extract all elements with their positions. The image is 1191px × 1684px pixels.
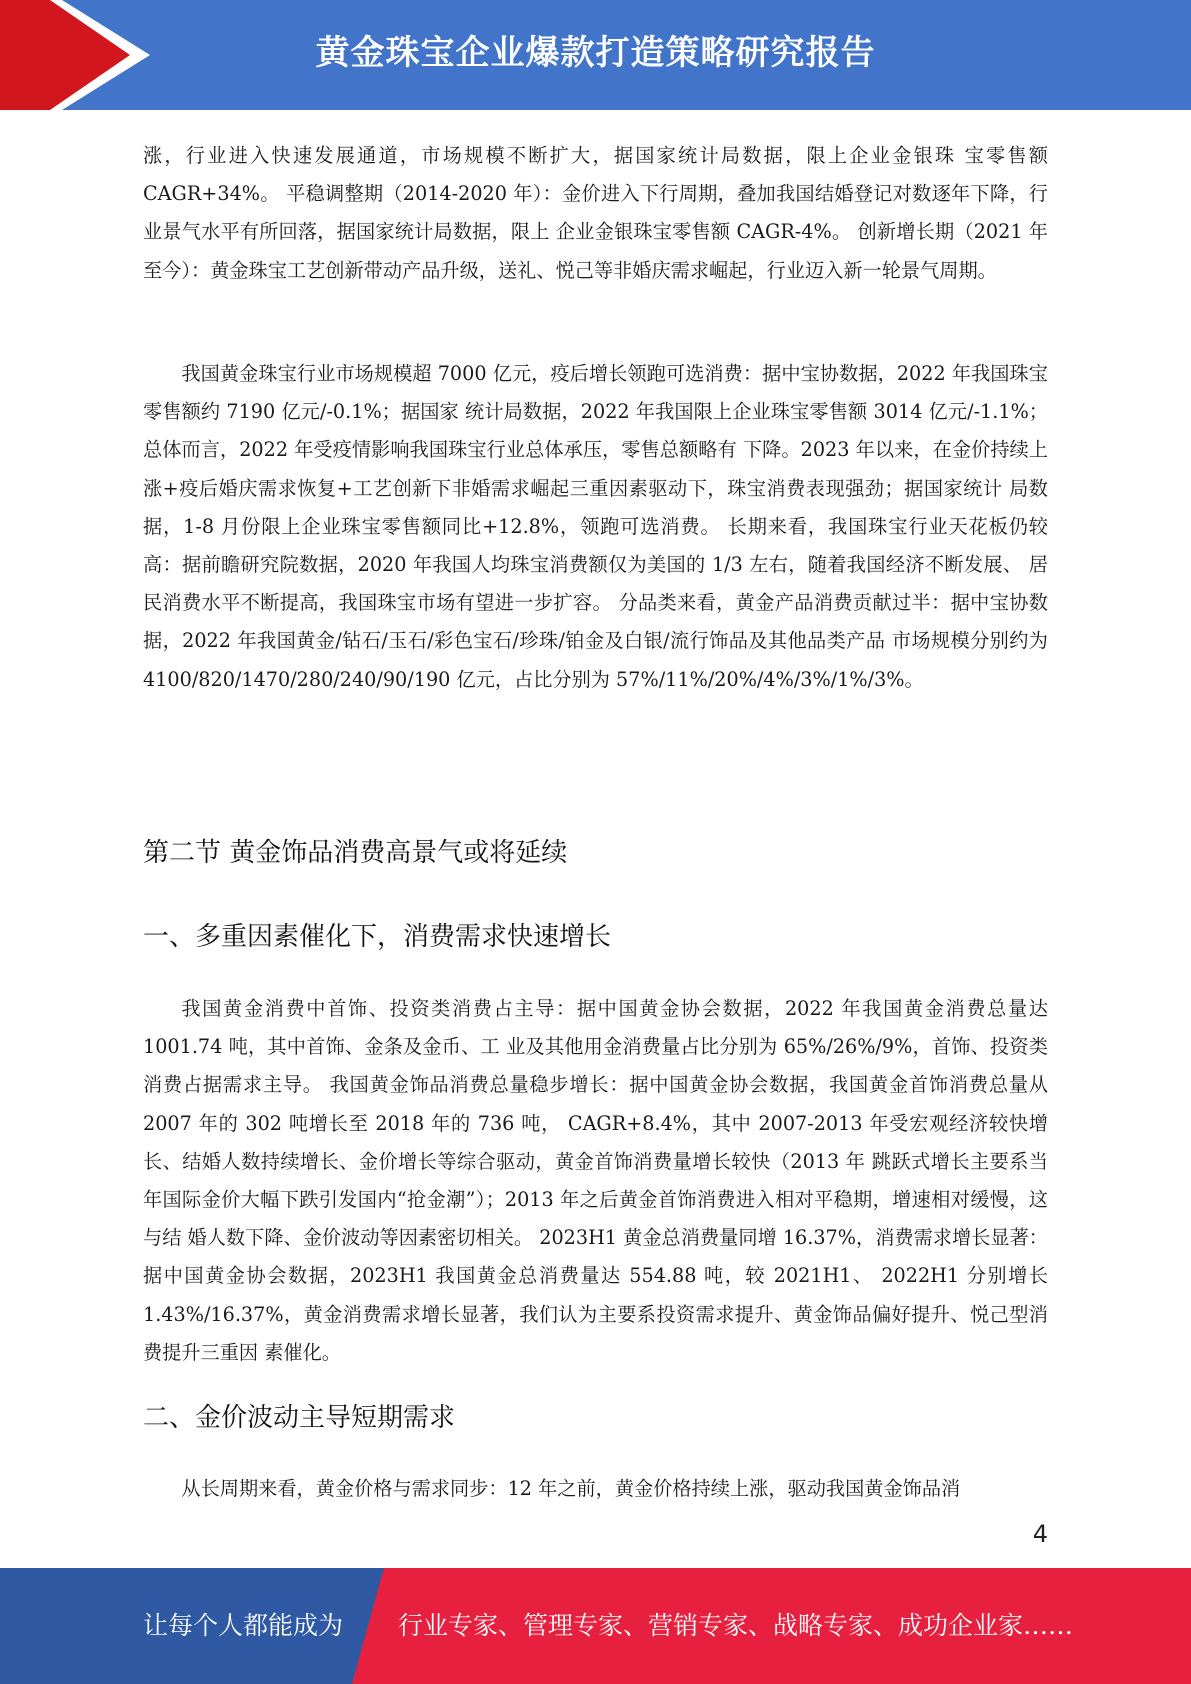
page-number: 4 <box>1032 1520 1048 1548</box>
subsection-title-1: 一、多重因素催化下，消费需求快速增长 <box>143 922 612 952</box>
header-arrow-icon <box>0 0 150 110</box>
market-size-block <box>143 355 1048 699</box>
footer-slogan-left: 让每个人都能成为 <box>143 1611 344 1640</box>
page-footer <box>0 1568 1191 1684</box>
top-text-block <box>143 137 1048 290</box>
paragraph-gold-price: 从长周期来看，黄金价格与需求同步：12 年之前，黄金价格持续上涨，驱动我国黄金饰品消 <box>181 1477 961 1500</box>
report-title: 黄金珠宝企业爆款打造策略研究报告 <box>315 33 876 73</box>
footer-slogan-right: 行业专家、管理专家、营销专家、战略专家、成功企业家…… <box>398 1611 1074 1640</box>
subsection-1-body <box>143 990 1048 1372</box>
section-title: 第二节 黄金饰品消费高景气或将延续 <box>143 838 568 868</box>
paragraph-market-size: 我国黄金珠宝行业市场规模超 7000 亿元，疫后增长领跑可选消费：据中宝协数据，2022 年我国珠宝零售额约 7190 亿元/-0.1%；据国家 统计局数据，2022 年我国限上企业珠宝零售额 3014 亿元/-1.1%；总体而言，2022 年受疫情影响我国珠宝行业总体承压，零售总额略有 下降。2023 年以来，在金价持续上涨+疫后婚庆需求恢复+工艺创新下非婚需求崛起三重因素驱动下，珠宝消费表现强劲；据国家统计 局数据，1-8 月份限上企业珠宝零售额同比+12.8%，领跑可选消费。 长期来看，我国珠宝行业天花板仍较高：据前瞻研究院数据，2020 年我国人均珠宝消费额仅为美国的 1/3 左右，随着我国经济不断发展、 居民消费水平不断提高，我国珠宝市场有望进一步扩容。 分品类来看，黄金产品消费贡献过半：据中宝协数据，2022 年我国黄金/钻石/玉石/彩色宝石/珍珠/铂金及白银/流行饰品及其他品类产品 市场规模分别约为 4100/820/1470/280/240/90/190 亿元，占比分别为 57%/11%/20%/4%/3%/1%/3%。 <box>143 362 1048 691</box>
paragraph-consumption: 我国黄金消费中首饰、投资类消费占主导：据中国黄金协会数据，2022 年我国黄金消费总量达 1001.74 吨，其中首饰、金条及金币、工 业及其他用金消费量占比分别为 65%/26%/9%，首饰、投资类消费占据需求主导。 我国黄金饰品消费总量稳步增长：据中国黄金协会数据，我国黄金首饰消费总量从 2007 年的 302 吨增长至 2018 年的 736 吨， CAGR+8.4%，其中 2007-2013 年受宏观经济较快增长、结婚人数持续增长、金价增长等综合驱动，黄金首饰消费量增长较快（2013 年 跳跃式增长主要系当年国际金价大幅下跌引发国内“抢金潮”）；2013 年之后黄金首饰消费进入相对平稳期，增速相对缓慢，这与结 婚人数下降、金价波动等因素密切相关。 2023H1 黄金总消费量同增 16.37%，消费需求增长显著：据中国黄金协会数据，2023H1 我国黄金总消费量达 554.88 吨，较 2021H1、 2022H1 分别增长 1.43%/16.37%，黄金消费需求增长显著，我们认为主要系投资需求提升、黄金饰品偏好提升、悦己型消费提升三重因 素催化。 <box>143 997 1048 1364</box>
subsection-2-body <box>143 1470 1048 1508</box>
subsection-title-2: 二、金价波动主导短期需求 <box>143 1403 456 1433</box>
page-header <box>0 0 1191 110</box>
paragraph-continued: 涨，行业进入快速发展通道，市场规模不断扩大，据国家统计局数据，限上企业金银珠 宝零售额 CAGR+34%。 平稳调整期（2014-2020 年）：金价进入下行周期，叠加我国结婚登记对数逐年下降，行业景气水平有所回落，据国家统计局数据，限上 企业金银珠宝零售额 CAGR-4%。 创新增长期（2021 年至今）：黄金珠宝工艺创新带动产品升级，送礼、悦己等非婚庆需求崛起，行业迈入新一轮景气周期。 <box>143 144 1048 282</box>
